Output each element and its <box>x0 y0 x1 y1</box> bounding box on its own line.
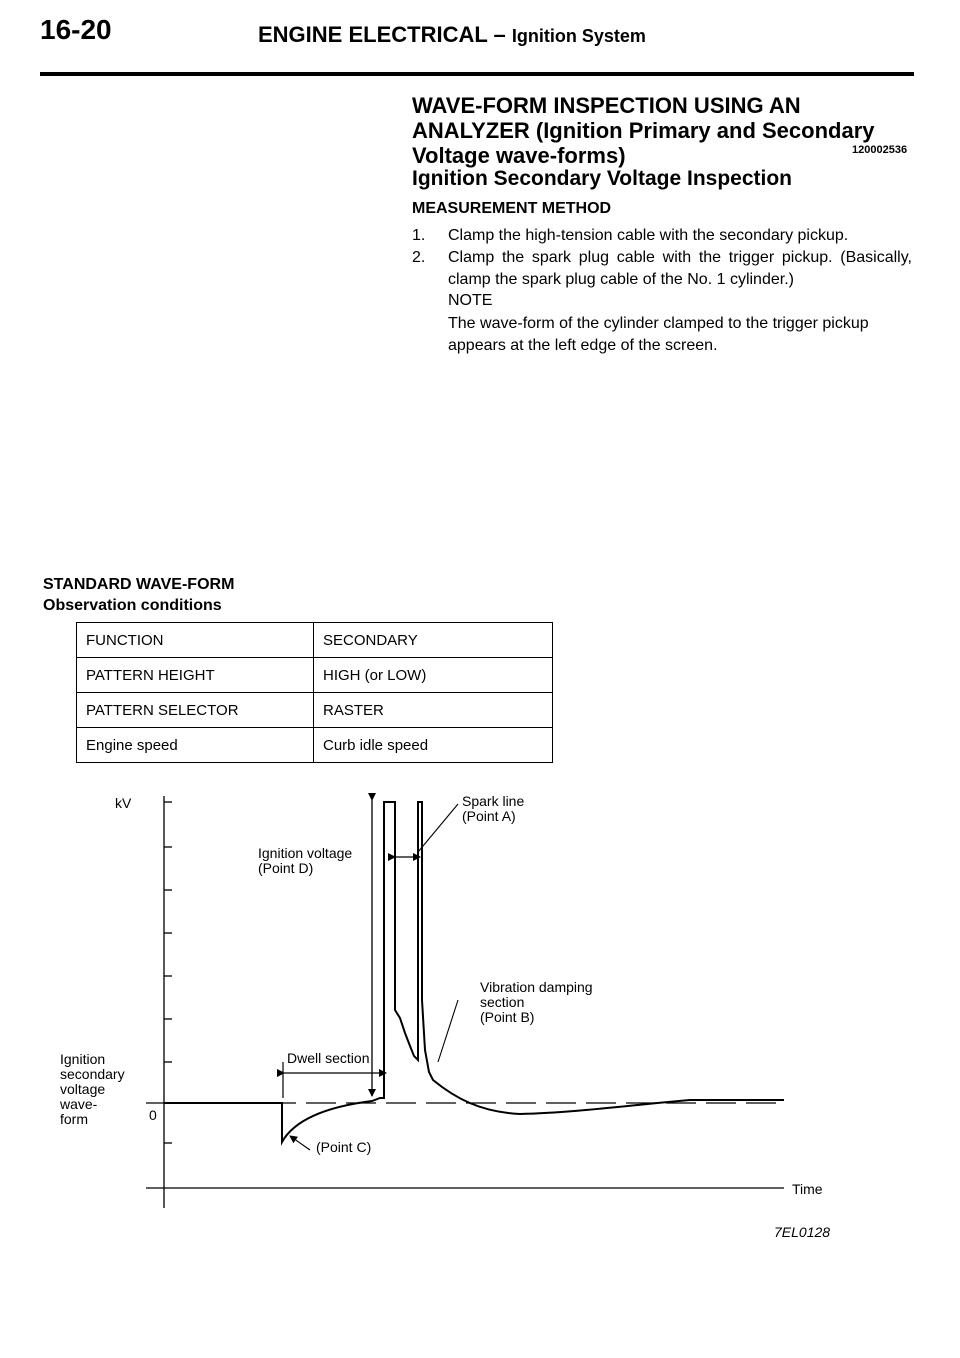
ignition-voltage-label <box>258 845 352 876</box>
step-number: 2. <box>412 249 426 266</box>
step-text: Clamp the spark plug cable with the trigger pickup. (Basically, clamp the spark plug cable of the No. 1 cylinder.) <box>448 249 912 288</box>
observation-conditions-title: Observation conditions <box>43 597 222 614</box>
secondary-voltage-trace <box>164 802 784 1142</box>
figure-code: 7EL0128 <box>774 1224 831 1240</box>
spark-line-label <box>462 793 524 824</box>
table-cell: Engine speed <box>77 728 314 763</box>
note-text: The wave-form of the cylinder clamped to the trigger pickup appears at the left edge of the screen. <box>448 315 869 354</box>
table-cell: HIGH (or LOW) <box>314 658 553 693</box>
table-cell: PATTERN SELECTOR <box>77 693 314 728</box>
side-label-line: voltage <box>60 1081 106 1097</box>
table-cell: RASTER <box>314 693 553 728</box>
point-c-leader <box>290 1136 310 1150</box>
zero-label: 0 <box>149 1107 157 1123</box>
standard-waveform-title: STANDARD WAVE-FORM <box>43 576 235 593</box>
spark-line-leader <box>418 804 458 852</box>
y-unit-label: kV <box>115 795 132 811</box>
table-cell: SECONDARY <box>314 623 553 658</box>
section-subtitle: Ignition Secondary Voltage Inspection <box>412 167 792 190</box>
side-label-line: form <box>60 1111 88 1127</box>
table-cell: PATTERN HEIGHT <box>77 658 314 693</box>
ignition-voltage-line: (Point D) <box>258 860 314 876</box>
step-number: 1. <box>412 227 426 244</box>
method-heading: MEASUREMENT METHOD <box>412 200 612 217</box>
vibration-line: Vibration damping <box>480 979 593 995</box>
table-cell: FUNCTION <box>77 623 314 658</box>
side-label-line: wave- <box>60 1096 98 1112</box>
side-label <box>59 1051 125 1127</box>
vibration-leader <box>438 1000 458 1062</box>
side-label-line: Ignition <box>60 1051 106 1067</box>
section-code: 120002536 <box>852 144 908 156</box>
section-title: WAVE-FORM INSPECTION USING AN ANALYZER (Ignition Primary and Secondary Voltage wave-forms) <box>412 93 875 168</box>
dwell-section-label: Dwell section <box>287 1050 370 1066</box>
spark-line-line: Spark line <box>462 793 525 809</box>
header-subtitle: Ignition System <box>511 26 646 46</box>
page-number: 16-20 <box>40 14 112 45</box>
header-title-main: ENGINE ELECTRICAL <box>258 22 488 47</box>
point-c-label: (Point C) <box>316 1139 372 1155</box>
ignition-voltage-line: Ignition voltage <box>258 845 353 861</box>
table-cell: Curb idle speed <box>323 736 429 754</box>
x-axis-label: Time <box>792 1181 823 1197</box>
note-label: NOTE <box>448 292 493 309</box>
header-separator: – <box>493 22 506 47</box>
vibration-line: (Point B) <box>480 1009 535 1025</box>
vibration-label <box>480 979 593 1025</box>
y-axis <box>164 796 172 1208</box>
step-text: Clamp the high-tension cable with the secondary pickup. <box>448 227 849 244</box>
vibration-line: section <box>480 994 525 1010</box>
spark-line-line: (Point A) <box>462 808 516 824</box>
side-label-line: secondary <box>60 1066 125 1082</box>
